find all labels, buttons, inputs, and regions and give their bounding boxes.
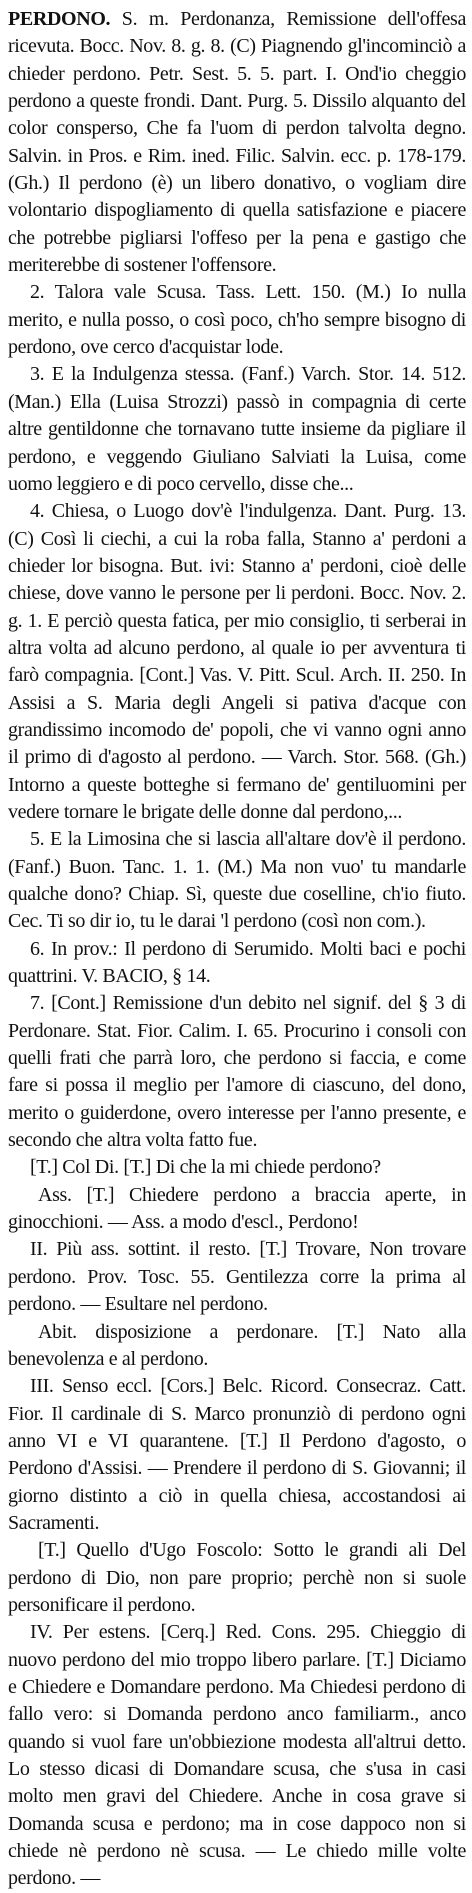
entry-paragraph: Abit. disposizione a perdonare. [T.] Nato alla benevolenza e al perdono. [8, 1320, 466, 1370]
entry-paragraph: 3. E la Indulgenza stessa. (Fanf.) Varch. Stor. 14. 512. (Man.) Ella (Luisa Strozzi) passò in compagnia di certe altre gentildonne che tornavano tutte insieme da pigliare il perdono, e veggendo Giuliano Salviati la Luisa, come uomo leggiero e di poco cervello, disse che... [8, 363, 466, 495]
headword: PERDONO. [8, 8, 111, 30]
entry-paragraph: II. Più ass. sottint. il resto. [T.] Trovare, Non trovare perdono. Prov. Tosc. 55. Gentilezza corre la prima al perdono. — Esultare nel perdono. [8, 1238, 466, 1316]
entry-paragraph: 6. In prov.: Il perdono di Serumido. Molti baci e pochi quattrini. V. BACIO, § 14. [8, 937, 466, 988]
entry-paragraph: Ass. [T.] Chiedere perdono a braccia aperte, in ginocchioni. — Ass. a modo d'escl., Perdono! [8, 1183, 466, 1234]
entry-paragraph: 5. E la Limosina che si lascia all'altare dov'è il perdono. (Fanf.) Buon. Tanc. 1. 1. (M.) Ma non vuo' tu mandarle qualche dono? Chiap. Sì, queste due coselline, ch'io fiuto. Cec. Ti so dir io, tu le darai 'l perdono (così non com.). [8, 828, 466, 933]
entry-paragraph: PERDONO. S. m. Perdonanza, Remissione dell'offesa ricevuta. Bocc. Nov. 8. g. 8. (C) Piagnendo gl'incominciò a chieder perdono. Petr. Sest. 5. 5. part. I. Ond'io cheggio perdono a queste frondi. Dant. Purg. 5. Dissilo alquanto del color consperso, Che fa l'uom di perdon talvolta degno. Salvin. in Pros. e Rim. ined. Filic. Salvin. ecc. p. 178-179. (Gh.) Il perdono (è) un libero donativo, o vogliam dire volontario dispogliamento di quella satisfazione e piacere che potrebbe pigliarsi l'offeso per la pena e gastigo che meriterebbe di sostener l'offensore. [8, 8, 466, 277]
entry-paragraph: [T.] Col Di. [T.] Di che la mi chiede perdono? [30, 1156, 381, 1179]
entry-paragraph: 4. Chiesa, o Luogo dov'è l'indulgenza. Dant. Purg. 13. (C) Così li ciechi, a cui la roba falla, Stanno a' perdoni a chieder lor bisogna. But. ivi: Stanno a' perdoni, cioè delle chiese, dove vanno le persone per li perdoni. Bocc. Nov. 2. g. 1. E perciò questa fatica, per mio consiglio, ti serberai in altra volta ad alcuno perdono, al quale io per avventura ti farò compagnia. [Cont.] Vas. V. Pitt. Scul. Arch. II. 250. In Assisi a S. Maria degli Angeli si pativa d'acque con grandissimo incomodo de' popoli, che vi vanno ogni anno il primo di d'agosto al perdono. — Varch. Stor. 568. (Gh.) Intorno a queste botteghe si fermano de' gentiluomini per vedere tornare le brigate delle donne dal perdono,... [8, 500, 466, 823]
entry-paragraph: IV. Per estens. [Cerq.] Red. Cons. 295. Chieggio di nuovo perdono del mio troppo libero parlare. [T.] Diciamo e Chiedere e Domandare perdono. Ma Chiedesi perdono di fallo vero: si Domanda perdono anco familiarm., anco quando si vuol fare un'obbiezione modesta all'altrui detto. Lo stesso dicasi di Domandare scusa, che s'usa in casi molto men gravi del Chiedere. Anche in cosa grave si Domanda scusa e perdono; ma in cose dappoco non si chiede nè perdono nè scusa. — Le chiedo mille volte perdono. — [8, 1621, 466, 1890]
entry-paragraph: 2. Talora vale Scusa. Tass. Lett. 150. (M.) Io nulla merito, e nulla posso, o così poco, ch'ho sempre bisogno di perdono, ove cerco d'acquistar lode. [8, 281, 466, 359]
entry-paragraph: [T.] Quello d'Ugo Foscolo: Sotto le grandi ali Del perdono di Dio, non pare proprio; perchè non si suole personificare il perdono. [8, 1539, 466, 1616]
entry-paragraph: III. Senso eccl. [Cors.] Belc. Ricord. Consecraz. Catt. Fior. Il cardinale di S. Marco pronunziò di perdono ogni anno VI e VI quarantene. [T.] Il Perdono d'agosto, o Perdono d'Assisi. — Prendere il perdono di S. Giovanni; il giorno distinto a ciò in quella chiesa, accostandosi ai Sacramenti. [8, 1375, 466, 1534]
entry-paragraph: 7. [Cont.] Remissione d'un debito nel signif. del § 3 di Perdonare. Stat. Fior. Calim. I. 65. Procurino i consoli con quelli frati che parrà loro, che perdono si faccia, e come fare si possa il meglio per l'amore di ciascuno, del dono, merito o guiderdone, overo interesse per l'anno presente, e secondo che altra volta fatto fue. [8, 992, 466, 1152]
